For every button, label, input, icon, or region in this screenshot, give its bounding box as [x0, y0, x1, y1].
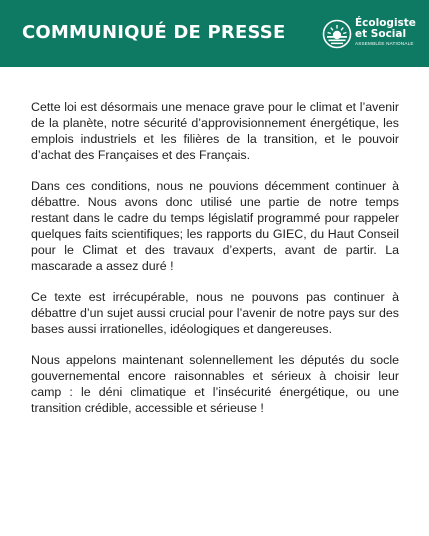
sunrise-logo-icon: [322, 19, 352, 49]
group-logo: [322, 18, 422, 52]
page-title: COMMUNIQUÉ DE PRESSE: [22, 22, 286, 43]
paragraph-4: Nous appelons maintenant solennellement les députés du socle gouvernemental encore raisonnables et sérieux à choisir leur camp : le déni climatique et l’insécurité énergétique, ou une transition crédible, accessible et sérieuse !: [31, 353, 399, 415]
paragraph-3: Ce texte est irrécupérable, nous ne pouvons pas continuer à débattre d’un sujet aussi crucial pour l’avenir de notre pays sur des bases aussi irrationelles, idéologiques et dangereuses.: [31, 290, 399, 336]
paragraph-1: Cette loi est désormais une menace grave pour le climat et l’avenir de la planète, notre sécurité d’approvisionnement énergétique, les emplois industriels et les filières de la transition, et le pouvoir d’achat des Françaises et des Français.: [31, 100, 399, 162]
paragraph-2: Dans ces conditions, nous ne pouvions décemment continuer à débattre. Nous avons donc utilisé une partie de notre temps restant dans le cadre du temps législatif programmé pour rappeler quelques faits scientifiques; les rapports du GIEC, du Haut Conseil pour le Climat et des travaux d’experts, avant de partir. La mascarade a assez duré !: [31, 179, 399, 273]
logo-subtitle: ASSEMBLÉE NATIONALE: [355, 41, 414, 46]
press-release-body: [31, 99, 399, 431]
header-banner: [0, 0, 429, 67]
logo-name-line2: et Social: [355, 28, 407, 40]
logo-name-line1: Écologiste: [355, 17, 416, 29]
